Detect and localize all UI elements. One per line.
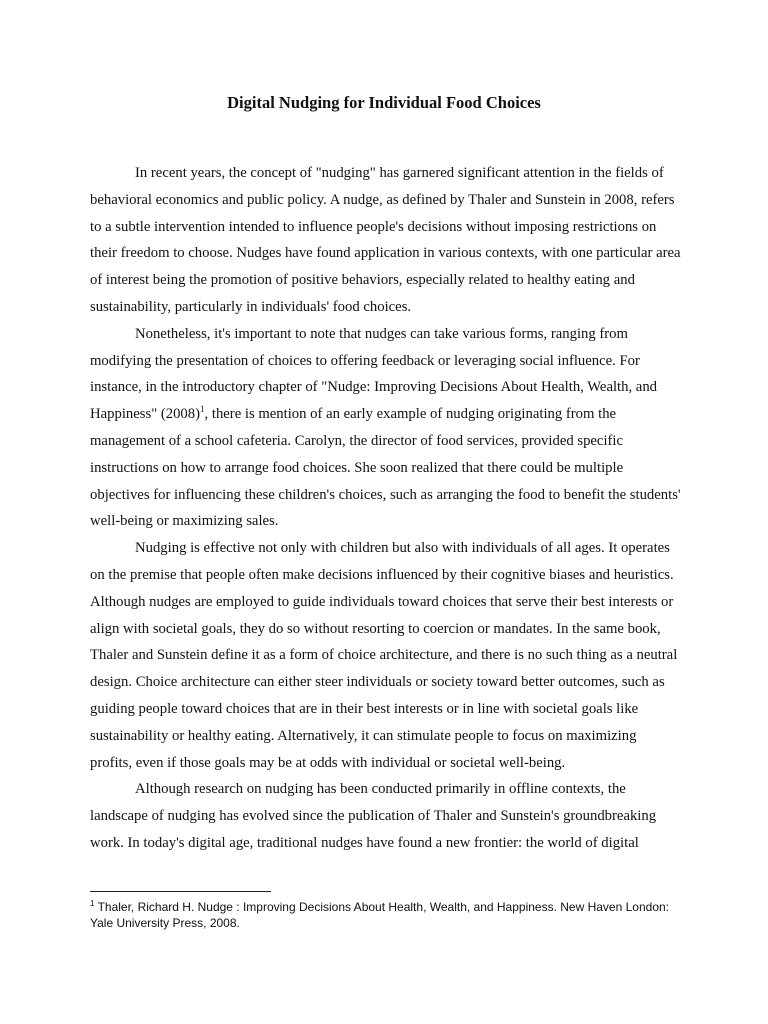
paragraph-4: Although research on nudging has been conducted primarily in offline contexts, the landscape of nudging has evolved since the publication of Thaler and Sunstein's groundbreaking work. In today's digital age, traditional nudges have found a new frontier: the world of digital [90,781,657,851]
paragraph-2-text-before-note: Nonetheless, it's important to note that nudges can take various forms, ranging from modifying the presentation of choices to offering feedback or leveraging social influence. For instance, in the introductory chapter of "Nudge: Improving Decisions About Health, Wealth, and Happiness" (2008) [90,325,658,423]
document-title: Digital Nudging for Individual Food Choices [227,93,541,112]
footnote-reference: 1 [200,404,205,415]
paragraph-1: In recent years, the concept of "nudging" has garnered significant attention in the fields of behavioral economics and public policy. A nudge, as defined by Thaler and Sunstein in 2008, refers to a subtle intervention intended to influence people's decisions without imposing restrictions on their freedom to choose. Nudges have found application in various contexts, with one particular area of interest being the promotion of positive behaviors, especially related to healthy eating and sustainability, particularly in individuals' food choices. [90,165,681,315]
footnote-marker: 1 [90,899,95,908]
paragraph-3: Nudging is effective not only with children but also with individuals of all ages. It operates on the premise that people often make decisions influenced by their cognitive biases and heuristics. Although nudges are employed to guide individuals toward choices that serve their best interests or align with societal goals, they do so without resorting to coercion or mandates. In the same book, Thaler and Sunstein define it as a form of choice architecture, and there is no such thing as a neutral design. Choice architecture can either steer individuals or society toward better outcomes, such as guiding people toward choices that are in their best interests or in line with societal goals like sustainability or healthy eating. Alternatively, it can stimulate people to focus on maximizing profits, even if those goals may be at odds with individual or societal well-being. [90,540,678,771]
footnote-separator [90,891,271,892]
document-body [90,160,682,857]
paragraph-2-text-after-note: , there is mention of an early example of nudging originating from the management of a school cafeteria. Carolyn, the director of food services, provided specific instructions on how to arrange food choices. She soon realized that there could be multiple objectives for influencing these children's choices, such as arranging the food to benefit the students' well-being or maximizing sales. [90,406,681,530]
paragraph-2 [90,321,682,535]
footnote-text: Thaler, Richard H. Nudge : Improving Decisions About Health, Wealth, and Happiness. New Haven London: Yale University Press, 2008. [90,900,669,930]
footnote [90,899,690,931]
